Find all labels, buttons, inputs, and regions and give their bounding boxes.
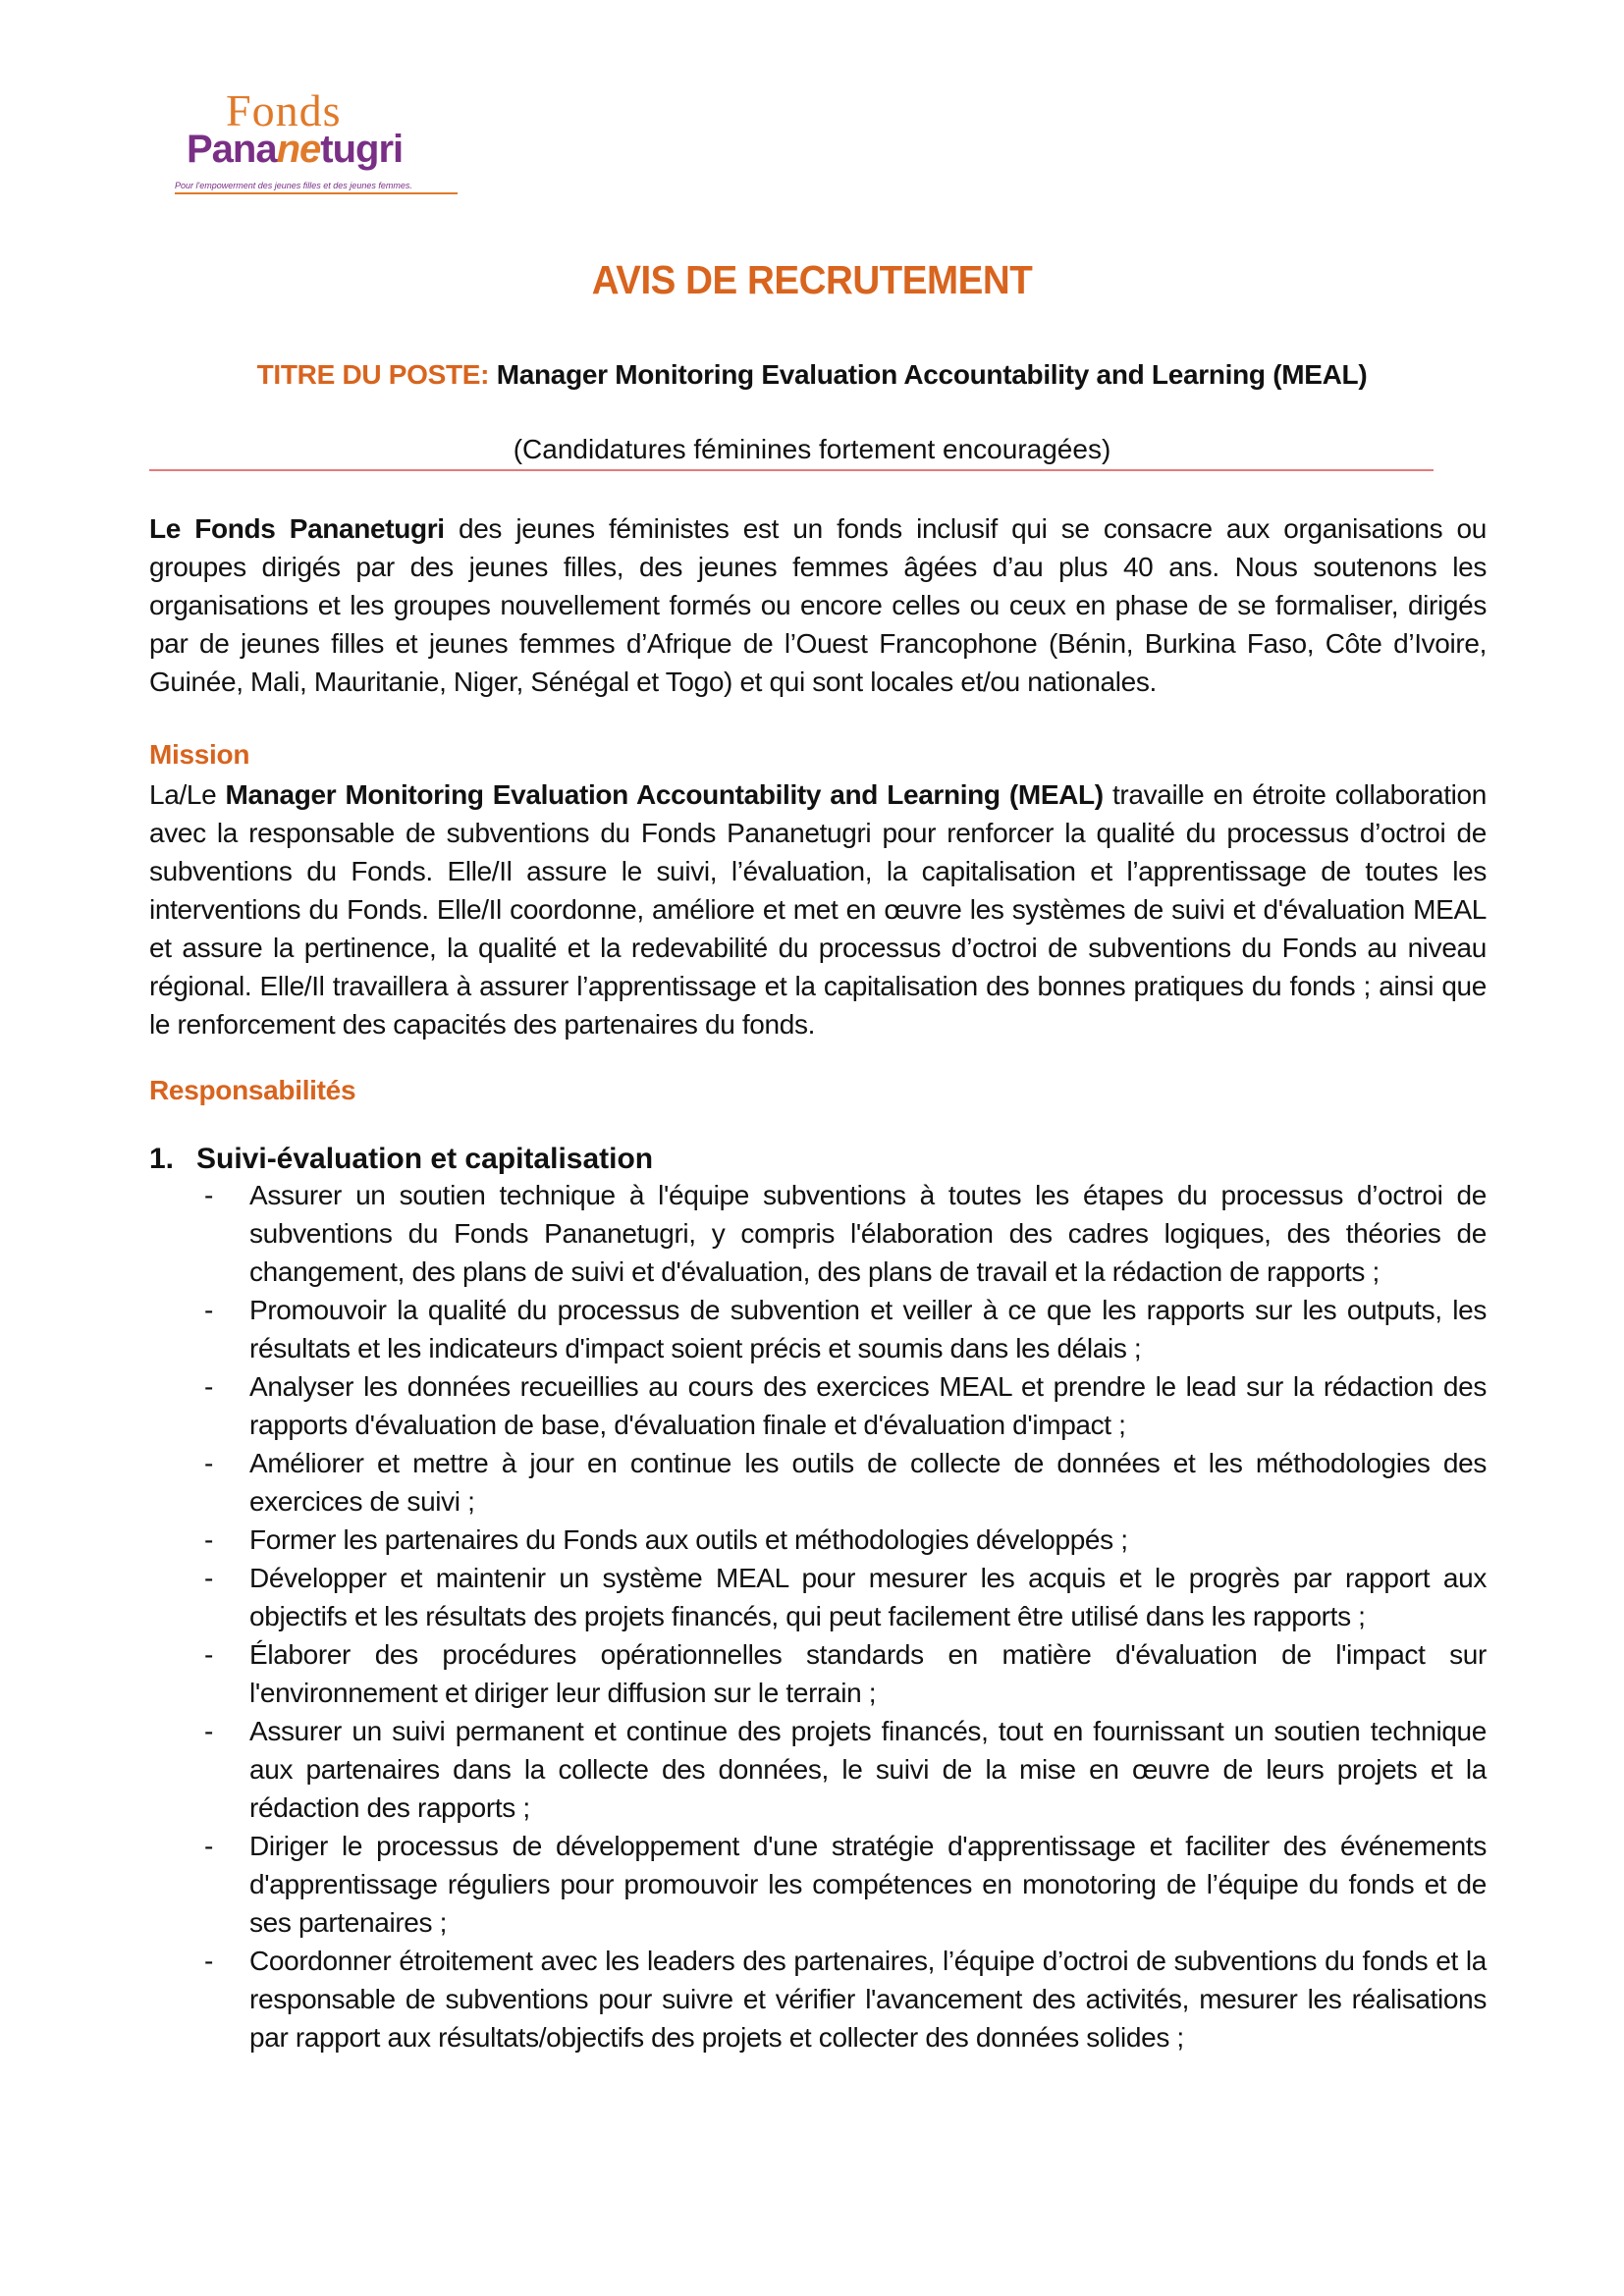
list-item: - Améliorer et mettre à jour en continue les outils de collecte de données et les méthodologies des exercices de suivi ; (149, 1444, 1487, 1521)
section-1-number: 1. (149, 1143, 175, 1175)
section-1-title: Suivi-évaluation et capitalisation (196, 1143, 654, 1175)
list-item: - Analyser les données recueillies au cours des exercices MEAL et prendre le lead sur la rédaction des rapports d'évaluation de base, d'évaluation finale et d'évaluation d'impact ; (149, 1367, 1487, 1444)
bullet-dash: - (204, 1295, 213, 1325)
responsabilites-heading: Responsabilités (149, 1075, 356, 1105)
bullet-dash: - (204, 1563, 213, 1593)
bullet-dash: - (204, 1946, 213, 1976)
list-item: - Former les partenaires du Fonds aux outils et méthodologies développés ; (149, 1521, 1487, 1559)
list-item: - Assurer un suivi permanent et continue des projets financés, tout en fournissant un soutien technique aux partenaires dans la collecte des données, le suivi de la mise en œuvre de leurs projets et la rédaction des rapports ; (149, 1712, 1487, 1827)
mission-bold: Manager Monitoring Evaluation Accountability and Learning (MEAL) (225, 779, 1104, 810)
page-title: AVIS DE RECRUTEMENT (591, 257, 1033, 302)
candidatures-note: (Candidatures féminines fortement encouragées) (513, 434, 1111, 464)
job-title-label: TITRE DU POSTE: (256, 359, 490, 390)
bullet-dash: - (204, 1371, 213, 1402)
intro-bold: Le Fonds Pananetugri (149, 513, 445, 544)
bullet-dash: - (204, 1716, 213, 1746)
bullet-dash: - (204, 1524, 213, 1555)
list-item: - Assurer un soutien technique à l'équipe subventions à toutes les étapes du processus d’octroi de subventions du Fonds Pananetugri, y compris l'élaboration des cadres logiques, des théories de changement, des plans de suivi et d'évaluation, des plans de travail et la rédaction de rapports ; (149, 1176, 1487, 1291)
logo-fonds-text: Fonds (226, 85, 342, 135)
bullet-dash: - (204, 1448, 213, 1478)
logo-tagline: Pour l'empowerment des jeunes filles et des jeunes femmes. (175, 181, 458, 194)
list-item: - Élaborer des procédures opérationnelles standards en matière d'évaluation de l'impact sur l'environnement et diriger leur diffusion sur le terrain ; (149, 1635, 1487, 1712)
list-item: - Diriger le processus de développement d'une stratégie d'apprentissage et faciliter des événements d'apprentissage réguliers pour promouvoir les compétences en monotoring de l’équipe du fonds et de ses partenaires ; (149, 1827, 1487, 1942)
header-divider (149, 469, 1434, 471)
job-title-value: Manager Monitoring Evaluation Accountability and Learning (MEAL) (496, 359, 1368, 390)
section-1-heading (149, 1143, 653, 1176)
intro-paragraph (149, 509, 1487, 701)
job-title-line (0, 359, 1624, 391)
mission-text: travaille en étroite collaboration avec la responsable de subventions du Fonds Pananetugri pour renforcer la qualité du processus d’octroi de subventions du Fonds. Elle/Il assure le suivi, l’évaluation, la capitalisation et l’apprentissage de toutes les interventions du Fonds. Elle/Il coordonne, améliore et met en œuvre les systèmes de suivi et d'évaluation MEAL et assure la pertinence, la qualité et la redevabilité du processus d’octroi de subventions du Fonds au niveau régional. Elle/Il travaillera à assurer l’apprentissage et la capitalisation des bonnes pratiques du fonds ; ainsi que le renforcement des capacités des partenaires du fonds. (149, 779, 1487, 1040)
bullet-dash: - (204, 1639, 213, 1670)
fonds-pananetugri-logo (165, 84, 460, 192)
section-1-list (149, 1176, 1487, 2056)
logo-pananetugri-text: Pananetugri (187, 128, 404, 171)
bullet-dash: - (204, 1831, 213, 1861)
mission-paragraph (149, 775, 1487, 1043)
intro-text: des jeunes féministes est un fonds inclusif qui se consacre aux organisations ou groupes dirigés par des jeunes filles, des jeunes femmes âgées d’au plus 40 ans. Nous soutenons les organisations et les groupes nouvellement formés ou encore celles ou ceux en phase de se formaliser, dirigés par de jeunes filles et jeunes femmes d’Afrique de l’Ouest Francophone (Bénin, Burkina Faso, Côte d’Ivoire, Guinée, Mali, Mauritanie, Niger, Sénégal et Togo) et qui sont locales et/ou nationales. (149, 513, 1487, 697)
list-item: - Coordonner étroitement avec les leaders des partenaires, l’équipe d’octroi de subventions du fonds et la responsable de subventions pour suivre et vérifier l'avancement des activités, mesurer les réalisations par rapport aux résultats/objectifs des projets et collecter des données solides ; (149, 1942, 1487, 2056)
bullet-dash: - (204, 1180, 213, 1210)
mission-prefix: La/Le (149, 779, 226, 810)
mission-heading: Mission (149, 739, 250, 770)
list-item: - Promouvoir la qualité du processus de subvention et veiller à ce que les rapports sur les outputs, les résultats et les indicateurs d'impact soient précis et soumis dans les délais ; (149, 1291, 1487, 1367)
list-item: - Développer et maintenir un système MEAL pour mesurer les acquis et le progrès par rapport aux objectifs et les résultats des projets financés, qui peut facilement être utilisé dans les rapports ; (149, 1559, 1487, 1635)
